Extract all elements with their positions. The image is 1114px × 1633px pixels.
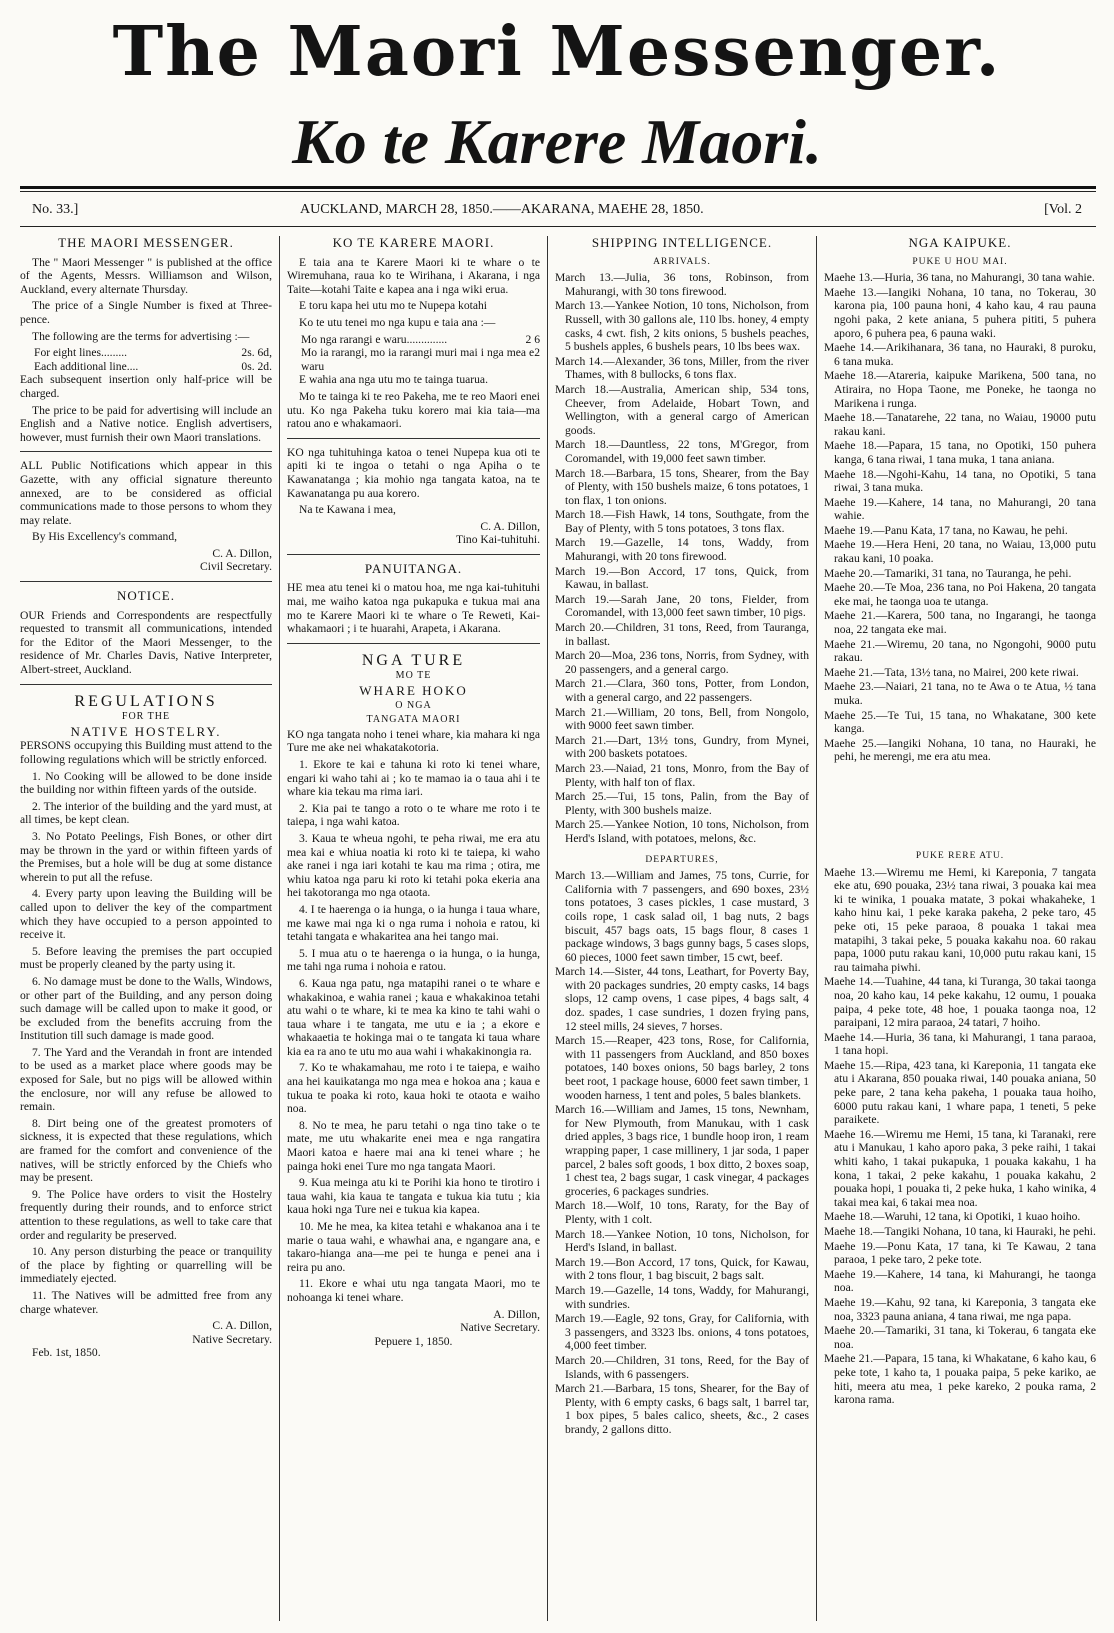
departure-entry: March 13.—William and James, 75 tons, Currie, for California with 7 passengers, and 690 boxes, 23½ tons potatoes, 3 cases pickles, 1 case mustard, 3 coils rope, 1 cask salad oil, 1 bag nuts, 2 bags biscuit, 457 bags oats, 15 bags flour, 8 cases 1 package windows, 3 bags gunny bags, 5 cases slops, 60 pieces, 1000 feet sawn timber, 15 cwt, beef. [555, 869, 809, 964]
half-price-notice: Each subsequent insertion only half-price will be charged. [20, 373, 272, 400]
arrival-entry: March 19.—Bon Accord, 17 tons, Quick, from Kawau, in ballast. [555, 564, 809, 592]
arrival-entry-maori: Maehe 25.—Iangiki Nohana, 10 tana, no Hauraki, he pehi, he merengi, me era atu mea. [824, 736, 1096, 764]
arrival-entry: March 25.—Tui, 15 tons, Palin, from the Bay of Plenty, with 300 bushels maize. [555, 790, 809, 817]
signature-title: Native Secretary. [460, 1321, 540, 1335]
arrival-entry-maori: Maehe 18.—Tanatarehe, 22 tana, no Waiau, 19000 putu rakau kani. [824, 411, 1096, 438]
departure-entry-maori: Maehe 18.—Tangiki Nohana, 10 tana, ki Hauraki, he pehi. [824, 1225, 1096, 1238]
divider [20, 581, 272, 582]
ture-tangata: TANGATA MAORI [366, 714, 461, 726]
ture-date: Pepuere 1, 1850. [374, 1334, 453, 1348]
advertising-terms: The following are the terms for advertising :— [32, 329, 250, 343]
translation-notice: Mo te tainga ki te reo Pakeha, me te reo Maori enei utu. Ko nga Pakeha tuku korero mai kia taia—ma ratou ano e whakamaori. [287, 389, 540, 431]
column-divider [547, 236, 548, 1621]
publication-notice: The " Maori Messenger " is published at the office of the Agents, Messrs. Williamson and Wilson, Auckland, every alternate Thursday. [20, 255, 272, 296]
section-heading: NGA KAIPUKE. [908, 235, 1012, 250]
arrival-entry-maori: Maehe 21.—Karera, 500 tana, no Ingarangi, he taonga noa, 22 tangata eke mai. [824, 609, 1096, 637]
regulations-heading: REGULATIONS [74, 692, 218, 710]
departure-entry: March 16.—William and James, 15 tons, Newnham, for New Plymouth, from Manukau, with 1 cask dried apples, 3 bags rice, 1 bundle hoop iron, 1 ream wrapping paper, 1 case millinery, 1 jar soda, 1 paper parcel, 2 bales soft goods, 1 box ditto, 2 boxes soap, 1 chest tea, 2 bags sugar, 1 cask vinegar, 4 packages groceries, 6 packages sundries. [555, 1103, 809, 1198]
columns [20, 230, 1096, 1625]
arrival-entry: March 13.—Julia, 36 tons, Robinson, from Mahurangi, with 30 tons firewood. [555, 271, 809, 298]
departure-entry: March 21.—Barbara, 15 tons, Shearer, for the Bay of Plenty, with 6 empty casks, 6 bags salt, 1 barrel tar, 1 box pipes, 5 bales calico, sheets, &c., 2 cases brandy, 2 gallons ditto. [555, 1382, 809, 1436]
arrival-entry-maori: Maehe 25.—Te Tui, 15 tana, no Whakatane, 300 kete kanga. [824, 708, 1096, 736]
section-heading: THE MAORI MESSENGER. [58, 235, 234, 250]
arrival-entry: March 14.—Alexander, 36 tons, Miller, from the river Thames, with 8 bullocks, 6 tons flax. [555, 354, 809, 382]
arrival-entry-maori: Maehe 20.—Tamariki, 31 tana, no Tauranga, he pehi. [824, 566, 1072, 580]
arrival-entry-maori: Maehe 19.—Hera Heni, 20 tana, no Waiau, 13,000 putu rakau kani, 10 poaka. [824, 538, 1096, 566]
divider [287, 554, 540, 555]
departure-entry-maori: Maehe 16.—Wiremu me Hemi, 15 tana, ki Taranaki, rere atu i Manukau, 1 kaho aporo paka, 3 peke raihi, 1 takai whiti kaho, 1 takai pukapuka, 1 pouaka kakahu, 1 ha kona, 1 takai, 2 peke kakahu, 1 pouaka kakahu, 2 pouaka hopi, 1 pouaka ti, 2 peke huka, 1 kaho winika, 4 takai mea kai, 6 takai mea noa. [824, 1127, 1096, 1209]
fee-row: Mo nga rarangi e waru.............. 2 6 [301, 332, 540, 346]
arrival-entry-maori: Maehe 14.—Arikihanara, 36 tana, no Hauraki, 8 puroku, 6 tana muka. [824, 341, 1096, 368]
arrival-entry: March 21.—Dart, 13½ tons, Gundry, from Mynei, with 200 baskets potatoes. [555, 733, 809, 761]
departure-entry-maori: Maehe 13.—Wiremu me Hemi, ki Kareponia, 7 tangata eke atu, 690 pouaka, 23½ tana riwai, 3 pouaka kai mea ki te winika, 1 pouaka matate, 3 pokai whakaheke, 1 kaho hinu kai, 1 peke karaka pakeha, 2 peke taro, 45 peke oti, 15 peke paraoa, 8 pouaka 1 takai mea matapihi, 3 takai peke, 5 pouaka kakahu noa. 60 rakau papa, 1000 putu rakau kani, 10,000 putu rakau kani, 15 rau taimaha piwhi. [824, 865, 1096, 974]
regulation-item: 9. The Police have orders to visit the Hostelry frequently during their rounds, and to enforce strict attention to these regulations, as well to take care that order and regularity be preserved. [20, 1187, 272, 1242]
ture-item: 11. Ekore e whai utu nga tangata Maori, mo te nohoanga ki tenei whare. [287, 1277, 540, 1304]
regulation-item: 11. The Natives will be admitted free from any charge whatever. [20, 1288, 272, 1316]
divider [287, 643, 540, 644]
masthead [0, 0, 1114, 190]
regulation-item: 8. Dirt being one of the greatest promoters of sickness, it is expected that these regulations, which are framed for the comfort and convenience of the natives, will be strictly enforced by the Chiefs who may be present. [20, 1116, 272, 1185]
arrival-entry-maori: Maehe 13.—Iangiki Nohana, 10 tana, no Tokerau, 30 karona pia, 100 pauna honi, 4 kaho kau, 4 rau pauna ngohi paka, 2 kete aniana, 5 puhera pititi, 5 puhera aporo, 6 puhera pea, 6 pauna waki. [824, 285, 1096, 340]
divider [20, 451, 272, 452]
fee-row: Each additional line.... 0s. 2d. [34, 359, 272, 373]
section-heading: KO TE KARERE MAORI. [332, 235, 495, 250]
issue-date: AUCKLAND, MARCH 28, 1850.——AKARANA, MAEHE 28, 1850. [300, 202, 704, 217]
departure-entry-maori: Maehe 14.—Huria, 36 tana, ki Mahurangi, 1 tana paraoa, 1 tana hopi. [824, 1030, 1096, 1058]
fee-row: Mo ia rarangi, mo ia rarangi muri mai i nga mea e waru 2 [301, 346, 540, 373]
arrivals-list [555, 271, 809, 845]
departures-list-maori [824, 866, 1096, 1407]
departures-heading-maori: PUKE RERE ATU. [915, 850, 1005, 861]
official-notifications: KO nga tuhituhinga katoa o tenei Nupepa kua oti te apiti ki te ingoa o tetahi o nga Apiha o te Kawanatanga ; kia mohio nga tangata katoa, na te Kawanatanga pu aua korero. [287, 445, 540, 500]
arrival-entry: March 19.—Sarah Jane, 20 tons, Fielder, from Coromandel, with 13,000 feet sawn timber, 10 pigs. [555, 592, 809, 620]
advertising-terms: Ko te utu tenei mo nga kupu e taia ana :— [299, 315, 496, 329]
column-shipping-intelligence [555, 230, 809, 1625]
price-notice: The price of a Single Number is fixed at Three-pence. [20, 299, 272, 326]
arrival-entry: March 19.—Gazelle, 14 tons, Waddy, from Mahurangi, with 20 tons firewood. [555, 536, 809, 564]
regulation-item: 1. No Cooking will be allowed to be done inside the building nor within fifteen yards of the outside. [20, 769, 272, 797]
publication-notice: E taia ana te Karere Maori ki te whare o te Wiremuhana, raua ko te Wirihana, i Akarana, i nga Taite—kotahi Taite e kapea ana i nga wiki erua. [287, 255, 540, 296]
arrival-entry: March 23.—Naiad, 21 tons, Monro, from the Bay of Plenty, with half ton of flax. [555, 761, 809, 789]
ture-item: 7. Ko te whakamahau, me roto i te taiepa, e waiho ana hei kauikatanga mo nga mea e hokoa ana ; kaua e tukua te poaka ki roto, kaua hoki te otaota e waiho noa. [287, 1061, 540, 1116]
ture-item: 1. Ekore te kai e tahuna ki roto ki tenei whare, engari ki waho tahi ai ; ko te mamao ia o taua ahi i te whare kia tekau ma rima iari. [287, 758, 540, 799]
ture-item: 4. I te haerenga o ia hunga, o ia hunga i taua whare, me kawe mai nga ki o nga ruma i nohoia e ratou, ki tetahi tangata e whakaritea ana hei tango mai. [287, 902, 540, 944]
arrival-entry: March 21.—William, 20 tons, Bell, from Nongolo, with 9000 feet sawn timber. [555, 705, 809, 733]
ture-item: 10. Me he mea, ka kitea tetahi e whakanoa ana i te marie o taua wahi, e whawhai ana, e ngangare ana, e takaro-hianga ana—me pei te hunga e penei ana i reira pu ano. [287, 1220, 540, 1274]
regulations-date: Feb. 1st, 1850. [32, 1346, 101, 1360]
departure-entry: March 19.—Gazelle, 14 tons, Waddy, for Mahurangi, with sundries. [555, 1283, 809, 1311]
arrival-entry: March 20—Moa, 236 tons, Norris, from Sydney, with 20 passengers, and a general cargo. [555, 649, 809, 676]
arrival-entry: March 18.—Australia, American ship, 534 tons, Cheever, from Adelaide, Hobart Town, and Wellington, with a general cargo of American goods. [555, 382, 809, 437]
departure-entry: March 14.—Sister, 44 tons, Leathart, for Poverty Bay, with 20 packages sundries, 20 empty casks, 14 bags slops, 12 camp ovens, 1 case pipes, 4 bags salt, 4 doz. spades, 1 case sundries, 1 dozen frying pans, 12 steel mills, 24 sieves, 7 horses. [555, 965, 809, 1033]
ture-item: 6. Kaua nga patu, nga matapihi ranei o te whare e whakakinoa, e wahia ranei ; kaua e whakakinoa tetahi atu wahi o te whare, ki te mea ka kino te tahi wahi o taua whare i te tangata, me utu e ia ; a ekore e whakaaetia te hokinga mai o te tangata ki taua whare kia ea ra ano te utu mo aua wahi i whakakinongia ra. [287, 976, 540, 1058]
arrival-entry: March 21.—Clara, 360 tons, Potter, from London, with a general cargo, and 22 passengers. [555, 677, 809, 704]
price-notice: E toru kapa hei utu mo te Nupepa kotahi [299, 299, 488, 313]
departure-entry: March 20.—Children, 31 tons, Reed, for the Bay of Islands, with 6 passengers. [555, 1353, 809, 1381]
column-nga-kaipuke [824, 230, 1096, 1625]
notice-heading: NOTICE. [117, 588, 175, 604]
regulation-item: 7. The Yard and the Verandah in front are intended to be used as a market place where goods may be exposed for Sale, but no pigs will be allowed within the enclosure, nor will any refuse be allowed to remain. [20, 1045, 272, 1114]
departure-entry: March 18.—Yankee Notion, 10 tons, Nicholson, for Herd's Island, in ballast. [555, 1227, 809, 1255]
arrivals-list-maori [824, 271, 1096, 764]
column-divider [279, 236, 280, 1621]
arrival-entry-maori: Maehe 23.—Naiari, 21 tana, no te Awa o te Atua, ½ tana muka. [824, 680, 1096, 707]
departure-entry-maori: Maehe 20.—Tamariki, 31 tana, ki Tokerau, 6 tangata eke noa. [824, 1324, 1096, 1351]
arrival-entry-maori: Maehe 21.—Tata, 13½ tana, no Mairei, 200 kete riwai. [824, 665, 1079, 679]
departure-entry-maori: Maehe 15.—Ripa, 423 tana, ki Kareponia, 11 tangata eke atu i Akarana, 850 pouaka riwai, 140 pouaka aniana, 50 peke pare, 2 tana keha pakeha, 1 pouaka taua hoiho, 6000 putu rakau kani, 1 whare papa, 1 teneti, 5 peke paraikete. [824, 1058, 1096, 1127]
departure-entry: March 15.—Reaper, 423 tons, Rose, for California, with 11 passengers from Auckland, and 850 boxes potatoes, 140 boxes onions, 50 bags barley, 2 tons beet root, 1 package house, 6000 feet sawn timber, 1 wooden harness, 1 tent and poles, 5 bales blankets. [555, 1034, 809, 1102]
regulation-item: 10. Any person disturbing the peace or tranquility of the place by fighting or quarrelling will be immediately ejected. [20, 1245, 272, 1286]
volume-number: [Vol. 2 [1044, 202, 1082, 217]
signature-title: Native Secretary. [192, 1332, 272, 1346]
regulation-item: 5. Before leaving the premises the part occupied must be properly cleaned by the party using it. [20, 944, 272, 972]
arrival-entry-maori: Maehe 20.—Te Moa, 236 tana, no Poi Hakena, 20 tangata eke mai, he taonga uoa te utanga. [824, 581, 1096, 608]
signature-name: C. A. Dillon, [212, 1319, 272, 1333]
official-notifications: ALL Public Notifications which appear in this Gazette, with any official signature thereunto annexed, are to be considered as official communications made to those persons to whom they may relate. [20, 459, 272, 527]
departure-entry: March 19.—Bon Accord, 17 tons, Quick, for Kawau, with 2 tons flour, 1 bag biscuit, 2 bags salt. [555, 1255, 809, 1283]
departure-entry-maori: Maehe 19.—Ponu Kata, 17 tana, ki Te Kawau, 2 tana paraoa, 1 peke taro, 2 peke tote. [824, 1239, 1096, 1267]
masthead-rule-thin [20, 191, 1096, 192]
ture-heading: NGA TURE [361, 651, 466, 669]
departures-list [555, 869, 809, 1436]
ture-intro: KO nga tangata noho i tenei whare, kia mahara ki nga Ture me ake nei whakatakotoria. [287, 727, 540, 755]
notice-text: HE mea atu tenei ki o matou hoa, me nga kai-tuhituhi mai, me waiho katoa nga pukapuka e tukua mai ana mo te Karere Maori ki te whare o Te Reweti, Kai-whakamaori ; i te huarahi, Arapeta, i Akarana. [287, 581, 540, 636]
ture-onga: O NGA [395, 699, 432, 711]
column-english-notices [20, 230, 272, 1625]
command-line: By His Excellency's command, [32, 530, 178, 544]
signature-name: C. A. Dillon, [480, 519, 540, 533]
notice-text: OUR Friends and Correspondents are respectfully requested to transmit all communications, intended for the Editor of the Maori Messenger, to the residence of Mr. Charles Davis, Native Interpreter, Albert-street, Auckland. [20, 608, 272, 677]
translation-notice: The price to be paid for advertising will include an English and a Native notice. English advertisers, however, must furnish their own Maori translations. [20, 403, 272, 444]
dateline [30, 200, 1084, 224]
ture-item: 2. Kia pai te tango a roto o te whare me roto i te taiepa, i nga wahi katoa. [287, 801, 540, 829]
ture-item: 3. Kaua te wheua ngohi, te peha riwai, me era atu mea kai e whiua noatia ki roto ki te taiepa, ki waho ake ranei i nga iari kotahi te kau ma rima ; otira, me whiu katoa nga paru ki roto ki tetahi poka ekeria ana hei takotoranga mo nga otaota. [287, 831, 540, 900]
arrival-entry: March 13.—Yankee Notion, 10 tons, Nicholson, from Russell, with 30 gallons ale, 110 lbs. honey, 4 empty casks, 4 cwt. fish, 2 kits onions, 5 bushels peaches, 5 bushels apples, 6 bushels pears, 10 lbs bees wax. [555, 299, 809, 354]
departure-entry: March 19.—Eagle, 92 tons, Gray, for California, with 3 passengers, and 3323 lbs. onions, 4 tons potatoes, 4,000 feet timber. [555, 1312, 809, 1353]
command-line: Na te Kawana i mea, [299, 503, 396, 517]
departure-entry-maori: Maehe 18.—Waruhi, 12 tana, ki Opotiki, 1 kuao hoiho. [824, 1210, 1081, 1224]
column-divider [816, 236, 817, 1621]
arrival-entry-maori: Maehe 19.—Panu Kata, 17 tana, no Kawau, he pehi. [824, 523, 1068, 537]
divider [20, 684, 272, 685]
departure-entry-maori: Maehe 14.—Tuahine, 44 tana, ki Turanga, 30 takai taonga noa, 20 kaho kau, 14 peke kakahu, 12 oumu, 1 pouaka paipa, 4 peke tote, 48 hoe, 1 pouaka taonga noa, 12 paraipani, 12 mira paraoa, 24 tatari, 7 hoiho. [824, 975, 1096, 1030]
arrival-entry: March 25.—Yankee Notion, 10 tons, Nicholson, from Herd's Island, with potatoes, melons, &c. [555, 818, 809, 845]
regulation-item: 3. No Potato Peelings, Fish Bones, or other dirt may be thrown in the yard or within fifteen yards of the Premises, but a hole will be dug at some distance wherein to put all the refuse. [20, 829, 272, 884]
fee-row: For eight lines......... 2s. 6d, [34, 346, 272, 360]
arrival-entry-maori: Maehe 18.—Atareria, kaipuke Marikena, 500 tana, no Atiraira, no Hopa Taone, me Poneke, he taonga no Marikena i runga. [824, 369, 1096, 410]
arrival-entry-maori: Maehe 13.—Huria, 36 tana, no Mahurangi, 30 tana wahie. [824, 271, 1095, 285]
arrival-entry: March 18.—Barbara, 15 tons, Shearer, from the Bay of Plenty, with 150 bushels maize, 6 tons potatoes, 1 ton flax, 1 ton onions. [555, 466, 809, 507]
departure-entry-maori: Maehe 21.—Papara, 15 tana, ki Whakatane, 6 kaho kau, 6 peke tote, 1 kaho ta, 1 pouaka paipa, 5 peke kariko, ae hiti, meera atu mea, 1 peke kareko, 2 pouka rama, 2 karona rama. [824, 1352, 1096, 1407]
arrivals-heading: ARRIVALS. [653, 256, 711, 267]
departure-entry-maori: Maehe 19.—Kahere, 14 tana, ki Mahurangi, he taonga noa. [824, 1267, 1096, 1295]
dateline-rule [20, 226, 1096, 227]
notice-heading: PANUITANGA. [364, 560, 463, 576]
column-maori-notices [287, 230, 540, 1625]
ture-item: 5. I mua atu o te haerenga o ia hunga, o ia hunga, me tahi nga ruma i nohoia e ratou. [287, 946, 540, 974]
arrival-entry-maori: Maehe 18.—Papara, 15 tana, no Opotiki, 150 puhera kanga, 6 tana riwai, 1 tana muka, 1 tana aniana. [824, 439, 1096, 466]
arrival-entry: March 18.—Fish Hawk, 14 tons, Southgate, from the Bay of Plenty, with 5 tons potatoes, 3 tons flax. [555, 508, 809, 535]
arrival-entry: March 20.—Children, 31 tons, Reed, from Tauranga, in ballast. [555, 621, 809, 648]
masthead-title-maori: Ko te Karere Maori. [292, 106, 822, 177]
ture-mo: MO TE [395, 670, 432, 682]
regulation-item: 4. Every party upon leaving the Building will be called upon to deliver the key of the compartment which they have occupied to a person appointed to receive it. [20, 887, 272, 942]
departure-entry-maori: Maehe 19.—Kahu, 92 tana, ki Kareponia, 3 tangata eke noa, 3323 pauna aniana, 4 tana riwai, me nga papa. [824, 1295, 1096, 1323]
departure-entry: March 18.—Wolf, 10 tons, Raraty, for the Bay of Plenty, with 1 colt. [555, 1199, 809, 1226]
regulation-item: 6. No damage must be done to the Walls, Windows, or other part of the Building, and any person doing such damage will be called upon to make it good, or be excluded from the benefits accruing from the Institution till such damage is made good. [20, 974, 272, 1043]
signature-name: A. Dillon, [493, 1307, 540, 1321]
regulations-for: FOR THE [121, 711, 171, 723]
regulations-subheading: NATIVE HOSTELRY. [70, 723, 222, 739]
signature-name: C. A. Dillon, [212, 546, 272, 560]
section-heading: SHIPPING INTELLIGENCE. [591, 235, 773, 250]
masthead-title-english: The Maori Messenger. [112, 12, 1002, 92]
arrival-entry-maori: Maehe 19.—Kahere, 14 tana, no Mahurangi, 20 tana wahie. [824, 495, 1096, 523]
masthead-rule-top [20, 186, 1096, 189]
regulations-intro: PERSONS occupying this Building must attend to the following regulations which will be strictly enforced. [20, 739, 272, 766]
regulation-item: 2. The interior of the building and the yard must, at all times, be kept clean. [20, 799, 272, 827]
ture-item: 9. Kua meinga atu ki te Porihi kia hono te tirotiro i taua wahi, kia kaua te tangata e tukua kia tutu ; kia kaua hoki nga Ture nei e tukua kia kapea. [287, 1176, 540, 1217]
departures-heading: DEPARTURES, [645, 854, 719, 865]
arrival-entry-maori: Maehe 18.—Ngohi-Kahu, 14 tana, no Opotiki, 5 tana riwai, 3 tana muka. [824, 467, 1096, 495]
signature-title: Civil Secretary. [199, 560, 272, 574]
arrival-entry: March 18.—Dauntless, 22 tons, M'Gregor, from Coromandel, with 19,000 feet sawn timber. [555, 438, 809, 465]
ture-item: 8. No te mea, he paru tetahi o nga tino take o te mate, me utu whakarite enei mea e nga rangatira Maori katoa e haere mai ana ki tenei whare ; he painga hoki enei Ture mo nga tangata Maori. [287, 1118, 540, 1173]
issue-number: No. 33.] [32, 202, 79, 217]
half-price-notice: E wahia ana nga utu mo te tainga tuarua. [299, 373, 488, 387]
arrivals-heading-maori: PUKE U HOU MAI. [912, 256, 1008, 267]
signature-title: Tino Kai-tuhituhi. [456, 533, 540, 547]
arrival-entry-maori: Maehe 21.—Wiremu, 20 tana, no Ngongohi, 9000 putu rakau. [824, 637, 1096, 665]
divider [287, 438, 540, 439]
ture-whare: WHARE HOKO [359, 683, 468, 699]
